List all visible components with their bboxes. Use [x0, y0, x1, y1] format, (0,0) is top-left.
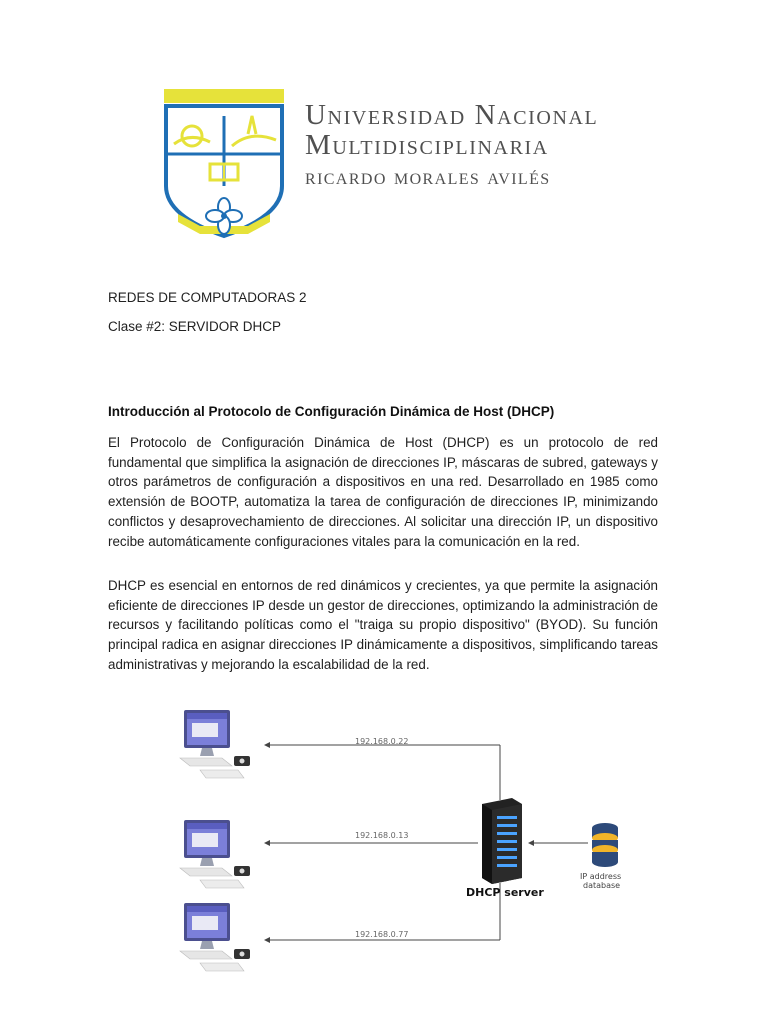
university-name	[305, 100, 598, 192]
db-label-line1: IP address	[580, 872, 622, 881]
db-label-line2: database	[583, 881, 621, 890]
class-title: Clase #2: SERVIDOR DHCP	[108, 319, 282, 334]
university-line2: Multidisciplinaria	[305, 129, 549, 161]
paragraph-2: DHCP es esencial en entornos de red dinámicos y crecientes, ya que permite la asignación eficiente de direcciones IP desde un gestor de direcciones, optimizando la administración de recursos y facilitando políticas como el "traiga su propio dispositivo" (BYOD). Su función principal radica en asignar direcciones IP dinámicamente a dispositivos, simplificando tareas administrativas y mejorando la escalabilidad de la red.	[108, 578, 658, 672]
course-name: REDES DE COMPUTADORAS 2	[108, 290, 307, 305]
ip-label-3: 192.168.0.77	[355, 930, 409, 939]
client-computer-2	[180, 820, 250, 888]
database-icon	[592, 823, 618, 867]
server-label: DHCP server	[466, 886, 544, 899]
university-line1: Universidad Nacional	[305, 99, 599, 131]
dhcp-server-icon	[482, 798, 522, 884]
paragraph-1: El Protocolo de Configuración Dinámica de Host (DHCP) es un protocolo de red fundamental que simplifica la asignación de direcciones IP, máscaras de subred, gateways y otros parámetros de configuración a dispositivos en una red. Desarrollado en 1985 como extensión de BOOTP, automatiza la tarea de configuración de direcciones IP, minimizando conflictos y desaprovechamiento de direcciones. Al solicitar una dirección IP, un dispositivo recibe automáticamente configuraciones vitales para la comunicación en la red.	[108, 435, 658, 549]
section-heading: Introducción al Protocolo de Configuración Dinámica de Host (DHCP)	[108, 404, 555, 419]
ip-label-1: 192.168.0.22	[355, 737, 409, 746]
ip-label-2: 192.168.0.13	[355, 831, 409, 840]
client-computer-3	[180, 903, 250, 971]
client-computer-1	[180, 710, 250, 778]
university-shield-logo	[160, 86, 290, 246]
dhcp-diagram	[160, 700, 660, 980]
university-line3: ricardo morales avilés	[305, 164, 551, 189]
